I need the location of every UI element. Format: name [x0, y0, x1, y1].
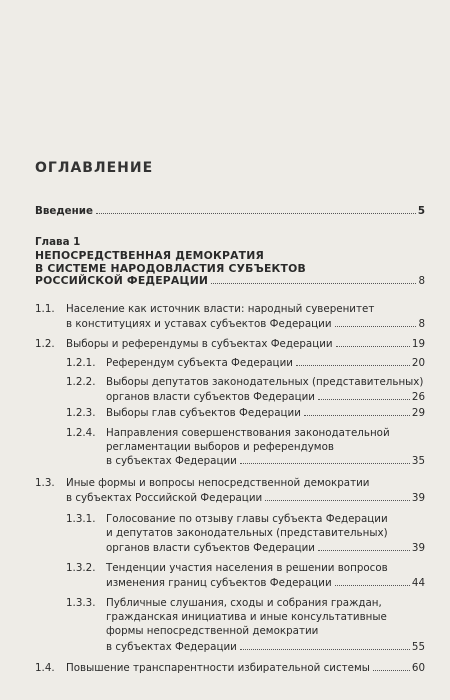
toc-entry-number: 1.2.1.	[66, 357, 96, 369]
toc-entry-page: 20	[411, 357, 425, 369]
toc-entry-page: 44	[411, 577, 425, 589]
dot-leader	[304, 415, 410, 416]
toc-entry-1-1[interactable]	[66, 318, 425, 330]
toc-entry-chapter-1[interactable]	[35, 275, 425, 287]
chapter-title-line: НЕПОСРЕДСТВЕННАЯ ДЕМОКРАТИЯ	[35, 249, 264, 262]
toc-entry-line: и депутатов законодательных (представительных)	[106, 527, 388, 539]
toc-entry-number: 1.3.	[35, 477, 55, 489]
toc-entry-page: 39	[411, 542, 425, 554]
dot-leader	[265, 500, 410, 501]
toc-entry-number: 1.2.3.	[66, 407, 96, 419]
toc-entry-1-2-1[interactable]	[106, 357, 425, 369]
toc-entry-number: 1.3.2.	[66, 562, 96, 574]
dot-leader	[240, 649, 410, 650]
toc-entry-line: Иные формы и вопросы непосредственной демократии	[66, 477, 370, 489]
toc-entry-page: 26	[411, 391, 425, 403]
toc-entry-number: 1.4.	[35, 662, 55, 674]
toc-entry-1-3[interactable]	[66, 492, 425, 504]
toc-entry-page: 5	[417, 205, 425, 217]
toc-entry-line: Повышение транспарентности избирательной системы	[66, 662, 370, 674]
toc-entry-1-2-3[interactable]	[106, 407, 425, 419]
toc-entry-1-3-2[interactable]	[106, 577, 425, 589]
toc-entry-1-2-2[interactable]	[106, 391, 425, 403]
dot-leader	[318, 550, 410, 551]
toc-entry-line: в конституциях и уставах субъектов Федерации	[66, 318, 332, 330]
toc-entry-line: Население как источник власти: народный суверенитет	[66, 303, 375, 315]
dot-leader	[336, 346, 410, 347]
toc-entry-label: Введение	[35, 205, 93, 217]
toc-entry-intro[interactable]	[35, 205, 425, 217]
toc-entry-page: 8	[418, 318, 425, 330]
toc-entry-number: 1.1.	[35, 303, 55, 315]
toc-entry-page: 39	[411, 492, 425, 504]
chapter-title-line: РОССИЙСКОЙ ФЕДЕРАЦИИ	[35, 274, 209, 287]
dot-leader	[296, 365, 410, 366]
toc-entry-line: формы непосредственной демократии	[106, 625, 319, 637]
toc-entry-1-2[interactable]	[66, 338, 425, 350]
toc-entry-number: 1.2.4.	[66, 427, 96, 439]
dot-leader	[96, 213, 416, 214]
toc-entry-number: 1.2.	[35, 338, 55, 350]
toc-entry-line: Выборы глав субъектов Федерации	[106, 407, 301, 419]
toc-entry-1-4[interactable]	[66, 662, 425, 674]
toc-entry-line: изменения границ субъектов Федерации	[106, 577, 332, 589]
page-title: ОГЛАВЛЕНИЕ	[35, 160, 154, 176]
toc-entry-number: 1.3.1.	[66, 513, 96, 525]
toc-entry-line: Выборы депутатов законодательных (представительных)	[106, 376, 424, 388]
chapter-title-line: В СИСТЕМЕ НАРОДОВЛАСТИЯ СУБЪЕКТОВ	[35, 262, 306, 275]
toc-entry-line: органов власти субъектов Федерации	[106, 542, 315, 554]
dot-leader	[240, 463, 410, 464]
toc-entry-page: 29	[411, 407, 425, 419]
toc-entry-line: в субъектах Федерации	[106, 641, 237, 653]
dot-leader	[211, 283, 416, 284]
dot-leader	[335, 326, 417, 327]
toc-entry-line: в субъектах Федерации	[106, 455, 237, 467]
toc-entry-line: Референдум субъекта Федерации	[106, 357, 293, 369]
toc-entry-page: 55	[411, 641, 425, 653]
toc-entry-line: регламентации выборов и референдумов	[106, 441, 334, 453]
toc-entry-line: Выборы и референдумы в субъектах Федерации	[66, 338, 333, 350]
toc-entry-1-2-4[interactable]	[106, 455, 425, 467]
toc-entry-line: Голосование по отзыву главы субъекта Федерации	[106, 513, 388, 525]
toc-entry-page: 60	[411, 662, 425, 674]
toc-entry-page: 19	[411, 338, 425, 350]
toc-entry-page: 8	[418, 275, 425, 287]
toc-entry-1-3-1[interactable]	[106, 542, 425, 554]
toc-entry-line: гражданская инициатива и иные консультативные	[106, 611, 387, 623]
dot-leader	[373, 670, 410, 671]
toc-entry-1-3-3[interactable]	[106, 641, 425, 653]
toc-entry-number: 1.3.3.	[66, 597, 96, 609]
toc-entry-line: Направления совершенствования законодательной	[106, 427, 390, 439]
chapter-label: Глава 1	[35, 236, 81, 248]
toc-entry-line: органов власти субъектов Федерации	[106, 391, 315, 403]
dot-leader	[318, 399, 410, 400]
toc-entry-page: 35	[411, 455, 425, 467]
dot-leader	[335, 585, 410, 586]
toc-entry-number: 1.2.2.	[66, 376, 96, 388]
toc-entry-line: Публичные слушания, сходы и собрания граждан,	[106, 597, 382, 609]
toc-entry-line: Тенденции участия населения в решении вопросов	[106, 562, 388, 574]
toc-entry-line: в субъектах Российской Федерации	[66, 492, 263, 504]
